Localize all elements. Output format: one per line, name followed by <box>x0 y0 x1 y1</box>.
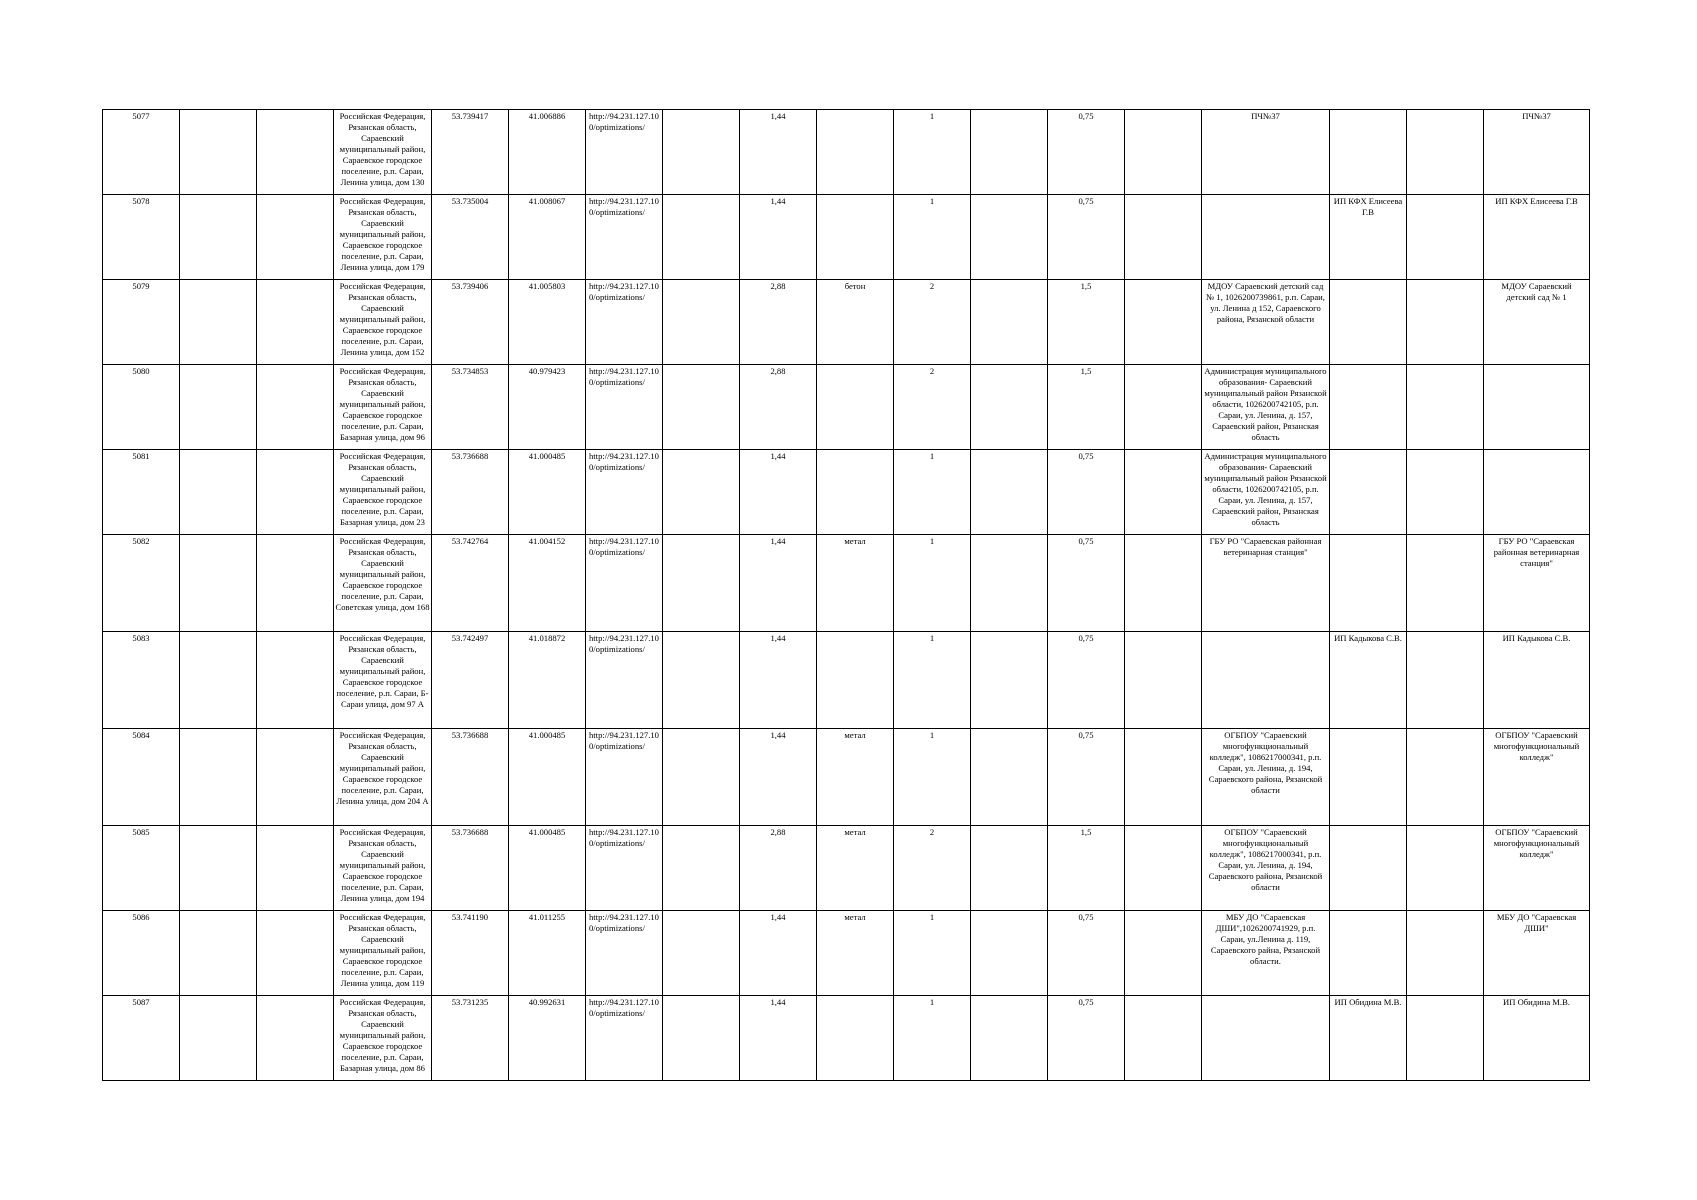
cell-empty <box>1407 996 1484 1081</box>
cell-area: 2,88 <box>740 826 817 911</box>
cell-empty <box>971 195 1048 280</box>
cell-address: Российская Федерация, Рязанская область, Сараевский муниципальный район, Сараевское городское поселение, р.п. Сараи, Советская улица, дом 168 <box>334 535 432 632</box>
table-row <box>103 729 1590 826</box>
cell-volume: 0,75 <box>1048 729 1125 826</box>
table-row <box>103 280 1590 365</box>
cell-empty <box>180 632 257 729</box>
cell-longitude: 41.000485 <box>509 729 586 826</box>
cell-empty <box>180 996 257 1081</box>
cell-empty <box>257 911 334 996</box>
cell-latitude: 53.736688 <box>432 729 509 826</box>
cell-volume: 1,5 <box>1048 826 1125 911</box>
cell-empty <box>1125 450 1202 535</box>
cell-material <box>817 450 894 535</box>
cell-organization: Администрация муниципального образования- Сараевский муниципальный район Рязанской области, 1026200742105, р.п. Сараи, ул. Ленина, д. 157, Сараевский район, Рязанская область <box>1202 365 1330 450</box>
cell-volume: 1,5 <box>1048 365 1125 450</box>
table-row <box>103 365 1590 450</box>
cell-empty <box>1125 535 1202 632</box>
cell-count: 2 <box>894 365 971 450</box>
cell-organization <box>1202 632 1330 729</box>
cell-entrepreneur: ИП КФХ Елисеева Г.В <box>1330 195 1407 280</box>
cell-empty <box>1125 996 1202 1081</box>
cell-longitude: 41.000485 <box>509 826 586 911</box>
cell-empty <box>257 996 334 1081</box>
cell-empty <box>1407 826 1484 911</box>
cell-organization: МБУ ДО "Сараевская ДШИ",1026200741929, р.п. Сараи, ул.Ленина д. 119, Сараевского райна, Рязанской области. <box>1202 911 1330 996</box>
cell-count: 1 <box>894 110 971 195</box>
cell-empty <box>663 632 740 729</box>
cell-empty <box>663 280 740 365</box>
cell-entrepreneur <box>1330 535 1407 632</box>
cell-empty <box>971 996 1048 1081</box>
cell-url: http://94.231.127.10 0/optimizations/ <box>586 535 663 632</box>
cell-owner: ИП Обидина М.В. <box>1484 996 1590 1081</box>
cell-count: 1 <box>894 535 971 632</box>
cell-address: Российская Федерация, Рязанская область, Сараевский муниципальный район, Сараевское городское поселение, р.п. Сараи, Базарная улица, дом 96 <box>334 365 432 450</box>
cell-empty <box>1407 450 1484 535</box>
cell-empty <box>180 280 257 365</box>
cell-count: 2 <box>894 826 971 911</box>
cell-address: Российская Федерация, Рязанская область, Сараевский муниципальный район, Сараевское городское поселение, р.п. Сараи, Ленина улица, дом 179 <box>334 195 432 280</box>
cell-count: 1 <box>894 729 971 826</box>
cell-id: 5082 <box>103 535 180 632</box>
cell-latitude: 53.734853 <box>432 365 509 450</box>
cell-latitude: 53.735004 <box>432 195 509 280</box>
cell-organization <box>1202 195 1330 280</box>
cell-empty <box>1125 632 1202 729</box>
cell-id: 5084 <box>103 729 180 826</box>
cell-empty <box>1125 911 1202 996</box>
cell-empty <box>257 280 334 365</box>
cell-longitude: 41.018872 <box>509 632 586 729</box>
cell-empty <box>180 911 257 996</box>
cell-empty <box>1125 195 1202 280</box>
cell-empty <box>663 729 740 826</box>
cell-area: 1,44 <box>740 450 817 535</box>
cell-id: 5086 <box>103 911 180 996</box>
cell-empty <box>257 826 334 911</box>
cell-empty <box>180 729 257 826</box>
cell-organization: Администрация муниципального образования- Сараевский муниципальный район Рязанской области, 1026200742105, р.п. Сараи, ул. Ленина, д. 157, Сараевский район, Рязанская область <box>1202 450 1330 535</box>
cell-empty <box>257 365 334 450</box>
cell-empty <box>257 450 334 535</box>
cell-material <box>817 195 894 280</box>
cell-longitude: 41.000485 <box>509 450 586 535</box>
cell-volume: 0,75 <box>1048 632 1125 729</box>
cell-entrepreneur <box>1330 450 1407 535</box>
cell-volume: 1,5 <box>1048 280 1125 365</box>
cell-url: http://94.231.127.10 0/optimizations/ <box>586 450 663 535</box>
cell-latitude: 53.736688 <box>432 826 509 911</box>
cell-count: 1 <box>894 996 971 1081</box>
table-row <box>103 826 1590 911</box>
cell-address: Российская Федерация, Рязанская область, Сараевский муниципальный район, Сараевское городское поселение, р.п. Сараи, Ленина улица, дом 204 А <box>334 729 432 826</box>
cell-organization: ОГБПОУ "Сараевский многофункциональный колледж", 1086217000341, р.п. Сараи, ул. Ленина, д. 194, Сараевского района, Рязанской области <box>1202 826 1330 911</box>
cell-area: 1,44 <box>740 996 817 1081</box>
cell-empty <box>663 911 740 996</box>
cell-empty <box>971 110 1048 195</box>
cell-latitude: 53.741190 <box>432 911 509 996</box>
cell-address: Российская Федерация, Рязанская область, Сараевский муниципальный район, Сараевское городское поселение, р.п. Сараи, Базарная улица, дом 86 <box>334 996 432 1081</box>
cell-empty <box>180 365 257 450</box>
cell-area: 1,44 <box>740 911 817 996</box>
cell-volume: 0,75 <box>1048 450 1125 535</box>
cell-empty <box>1407 280 1484 365</box>
cell-empty <box>180 110 257 195</box>
cell-volume: 0,75 <box>1048 996 1125 1081</box>
cell-empty <box>1407 110 1484 195</box>
cell-organization: МДОУ Сараевский детский сад № 1, 1026200739861, р.п. Сараи, ул. Ленина д 152, Сараевского района, Рязанской области <box>1202 280 1330 365</box>
cell-entrepreneur <box>1330 729 1407 826</box>
cell-empty <box>180 826 257 911</box>
cell-id: 5079 <box>103 280 180 365</box>
cell-url: http://94.231.127.10 0/optimizations/ <box>586 195 663 280</box>
cell-empty <box>1407 195 1484 280</box>
cell-empty <box>180 450 257 535</box>
cell-empty <box>663 450 740 535</box>
cell-entrepreneur <box>1330 365 1407 450</box>
cell-empty <box>1125 729 1202 826</box>
cell-entrepreneur: ИП Кадыкова С.В. <box>1330 632 1407 729</box>
cell-longitude: 41.006886 <box>509 110 586 195</box>
cell-count: 1 <box>894 195 971 280</box>
cell-owner: ПЧ№37 <box>1484 110 1590 195</box>
cell-address: Российская Федерация, Рязанская область, Сараевский муниципальный район, Сараевское городское поселение, р.п. Сараи, Ленина улица, дом 194 <box>334 826 432 911</box>
cell-empty <box>1407 911 1484 996</box>
cell-owner: ОГБПОУ "Сараевский многофункциональный колледж" <box>1484 729 1590 826</box>
cell-longitude: 40.992631 <box>509 996 586 1081</box>
cell-url: http://94.231.127.10 0/optimizations/ <box>586 365 663 450</box>
cell-entrepreneur <box>1330 911 1407 996</box>
cell-area: 1,44 <box>740 110 817 195</box>
cell-empty <box>663 996 740 1081</box>
cell-count: 2 <box>894 280 971 365</box>
cell-empty <box>257 535 334 632</box>
cell-material: метал <box>817 535 894 632</box>
cell-empty <box>1407 365 1484 450</box>
cell-entrepreneur <box>1330 280 1407 365</box>
cell-empty <box>1407 729 1484 826</box>
cell-longitude: 41.005803 <box>509 280 586 365</box>
cell-empty <box>971 826 1048 911</box>
cell-url: http://94.231.127.10 0/optimizations/ <box>586 826 663 911</box>
cell-id: 5080 <box>103 365 180 450</box>
cell-material <box>817 110 894 195</box>
cell-area: 2,88 <box>740 280 817 365</box>
cell-organization: ГБУ РО "Сараевская районная ветеринарная станция" <box>1202 535 1330 632</box>
cell-address: Российская Федерация, Рязанская область, Сараевский муниципальный район, Сараевское городское поселение, р.п. Сараи, Б-Сараи улица, дом 97 А <box>334 632 432 729</box>
cell-entrepreneur: ИП Обидина М.В. <box>1330 996 1407 1081</box>
cell-material: метал <box>817 911 894 996</box>
cell-url: http://94.231.127.10 0/optimizations/ <box>586 632 663 729</box>
cell-empty <box>971 450 1048 535</box>
cell-latitude: 53.739406 <box>432 280 509 365</box>
cell-id: 5087 <box>103 996 180 1081</box>
cell-id: 5085 <box>103 826 180 911</box>
cell-longitude: 41.008067 <box>509 195 586 280</box>
cell-area: 1,44 <box>740 729 817 826</box>
cell-area: 1,44 <box>740 535 817 632</box>
cell-empty <box>180 195 257 280</box>
table-row <box>103 110 1590 195</box>
cell-volume: 0,75 <box>1048 911 1125 996</box>
cell-material <box>817 632 894 729</box>
cell-empty <box>971 729 1048 826</box>
cell-id: 5077 <box>103 110 180 195</box>
cell-latitude: 53.731235 <box>432 996 509 1081</box>
cell-organization: ОГБПОУ "Сараевский многофункциональный колледж", 1086217000341, р.п. Сараи, ул. Ленина, д. 194, Сараевского района, Рязанской области <box>1202 729 1330 826</box>
cell-empty <box>1407 632 1484 729</box>
cell-material: метал <box>817 729 894 826</box>
cell-organization: ПЧ№37 <box>1202 110 1330 195</box>
cell-area: 1,44 <box>740 195 817 280</box>
cell-owner: ИП Кадыкова С.В. <box>1484 632 1590 729</box>
cell-empty <box>971 632 1048 729</box>
cell-latitude: 53.736688 <box>432 450 509 535</box>
cell-empty <box>1125 365 1202 450</box>
cell-empty <box>971 280 1048 365</box>
table-row <box>103 195 1590 280</box>
cell-address: Российская Федерация, Рязанская область, Сараевский муниципальный район, Сараевское городское поселение, р.п. Сараи, Ленина улица, дом 119 <box>334 911 432 996</box>
cell-volume: 0,75 <box>1048 195 1125 280</box>
cell-empty <box>663 195 740 280</box>
cell-longitude: 41.004152 <box>509 535 586 632</box>
cell-count: 1 <box>894 911 971 996</box>
cell-address: Российская Федерация, Рязанская область, Сараевский муниципальный район, Сараевское городское поселение, р.п. Сараи, Ленина улица, дом 152 <box>334 280 432 365</box>
cell-material: метал <box>817 826 894 911</box>
table-row <box>103 911 1590 996</box>
cell-latitude: 53.742497 <box>432 632 509 729</box>
cell-owner: ИП КФХ Елисеева Г.В <box>1484 195 1590 280</box>
cell-material <box>817 996 894 1081</box>
cell-count: 1 <box>894 632 971 729</box>
cell-id: 5083 <box>103 632 180 729</box>
cell-count: 1 <box>894 450 971 535</box>
table-row <box>103 450 1590 535</box>
cell-material <box>817 365 894 450</box>
cell-id: 5078 <box>103 195 180 280</box>
cell-id: 5081 <box>103 450 180 535</box>
registry-sheet <box>102 109 1590 1081</box>
cell-url: http://94.231.127.10 0/optimizations/ <box>586 110 663 195</box>
cell-empty <box>1125 280 1202 365</box>
cell-empty <box>971 365 1048 450</box>
cell-empty <box>257 632 334 729</box>
cell-empty <box>1125 110 1202 195</box>
cell-area: 1,44 <box>740 632 817 729</box>
cell-url: http://94.231.127.10 0/optimizations/ <box>586 996 663 1081</box>
cell-entrepreneur <box>1330 110 1407 195</box>
cell-empty <box>1407 535 1484 632</box>
table-row <box>103 535 1590 632</box>
cell-address: Российская Федерация, Рязанская область, Сараевский муниципальный район, Сараевское городское поселение, р.п. Сараи, Базарная улица, дом 23 <box>334 450 432 535</box>
cell-owner <box>1484 450 1590 535</box>
cell-empty <box>663 535 740 632</box>
cell-empty <box>1125 826 1202 911</box>
cell-address: Российская Федерация, Рязанская область, Сараевский муниципальный район, Сараевское городское поселение, р.п. Сараи, Ленина улица, дом 130 <box>334 110 432 195</box>
cell-owner: МБУ ДО "Сараевская ДШИ" <box>1484 911 1590 996</box>
cell-owner <box>1484 365 1590 450</box>
cell-owner: ОГБПОУ "Сараевский многофункциональный колледж" <box>1484 826 1590 911</box>
cell-empty <box>971 535 1048 632</box>
cell-url: http://94.231.127.10 0/optimizations/ <box>586 911 663 996</box>
cell-empty <box>257 195 334 280</box>
cell-entrepreneur <box>1330 826 1407 911</box>
cell-longitude: 41.011255 <box>509 911 586 996</box>
cell-longitude: 40.979423 <box>509 365 586 450</box>
cell-material: бетон <box>817 280 894 365</box>
table-row <box>103 996 1590 1081</box>
cell-empty <box>663 110 740 195</box>
cell-empty <box>180 535 257 632</box>
cell-latitude: 53.742764 <box>432 535 509 632</box>
cell-url: http://94.231.127.10 0/optimizations/ <box>586 280 663 365</box>
cell-empty <box>663 365 740 450</box>
cell-volume: 0,75 <box>1048 535 1125 632</box>
cell-area: 2,88 <box>740 365 817 450</box>
cell-volume: 0,75 <box>1048 110 1125 195</box>
cell-owner: ГБУ РО "Сараевская районная ветеринарная станция" <box>1484 535 1590 632</box>
cell-empty <box>257 729 334 826</box>
cell-empty <box>257 110 334 195</box>
cell-url: http://94.231.127.10 0/optimizations/ <box>586 729 663 826</box>
cell-empty <box>663 826 740 911</box>
table-row <box>103 632 1590 729</box>
cell-owner: МДОУ Сараевский детский сад № 1 <box>1484 280 1590 365</box>
cell-latitude: 53.739417 <box>432 110 509 195</box>
registry-table <box>102 109 1590 1081</box>
cell-empty <box>971 911 1048 996</box>
cell-organization <box>1202 996 1330 1081</box>
